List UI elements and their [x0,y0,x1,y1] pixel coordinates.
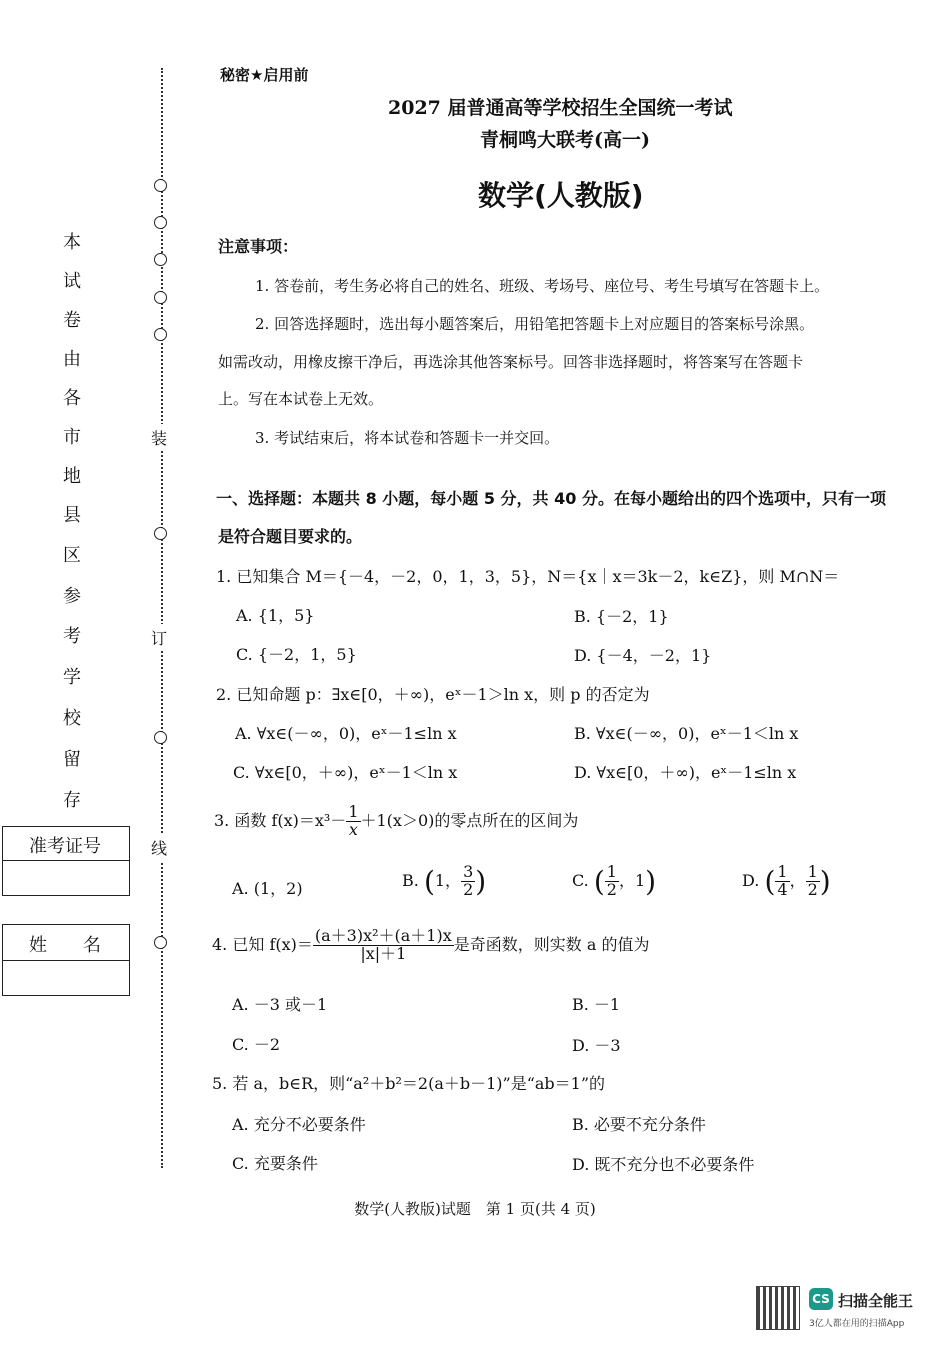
q5-option-d: D. 既不充分也不必要条件 [572,1155,755,1174]
binding-hole [154,731,167,744]
q3-d-label: D. [742,870,760,890]
q3-frac-den: x [348,819,358,839]
q3-c-num: 1 [606,862,617,881]
vertical-char: 市 [63,427,81,448]
q1-option-d: D. {－4，－2，1} [574,646,712,665]
q1-option-a: A. {1，5} [236,606,315,625]
q4-option-c: C. －2 [232,1035,281,1054]
binding-dotted-line [161,68,163,1168]
page-footer: 数学(人教版)试题 第 1 页(共 4 页) [354,1200,596,1218]
vertical-char: 学 [63,667,81,688]
name-label: 姓 名 [29,935,101,956]
vertical-char: 试 [63,271,81,292]
q2-option-a: A. ∀x∈(－∞，0)，eˣ－1≤ln x [235,724,457,743]
bind-word-zhuang: 装 [151,424,167,451]
confidential-mark: 秘密★启用前 [220,66,309,84]
vertical-char: 考 [63,626,81,647]
divider [2,860,130,861]
q3-b-left: 1， [434,870,462,890]
qr-code-icon [756,1286,800,1330]
vertical-char: 本 [63,232,81,253]
q5-stem: 5. 若 a，b∈R，则“a²＋b²＝2(a＋b－1)”是“ab＝1”的 [212,1074,606,1093]
q5-option-b: B. 必要不充分条件 [572,1115,706,1134]
q2-option-d: D. ∀x∈[0，＋∞)，eˣ－1≤ln x [574,763,797,782]
q3-stem-post: ＋1(x＞0)的零点所在的区间为 [360,810,579,830]
q3-c-right: ，1 [618,870,646,890]
q3-stem [214,804,578,839]
bind-word-ding: 订 [151,624,167,651]
q3-option-b: B. (1， $\frac{3}{2}$ ) [402,862,487,899]
q3-frac-num: 1 [348,802,359,821]
scanner-brand: 扫描全能王 [838,1292,914,1310]
exam-title: 2027 届普通高等学校招生全国统一考试 [388,97,733,119]
vertical-char: 存 [63,790,81,811]
notice-item-2-cont: 如需改动，用橡皮擦干净后，再选涂其他答案标号。回答非选择题时，将答案写在答题卡 [218,353,804,371]
section-heading: 一、选择题：本题共 8 小题，每小题 5 分，共 40 分。在每小题给出的四个选项中，只有一项 [216,489,886,508]
binding-hole [154,527,167,540]
q3-option-c: C. ( $\frac{1}{2}$ ，1) [572,862,657,899]
vertical-char: 校 [63,708,81,729]
q4-stem-post: 是奇函数，则实数 a 的值为 [453,934,650,954]
q1-option-b: B. {－2，1} [574,607,669,626]
q3-d-den1: 4 [777,879,788,899]
vertical-char: 各 [63,388,81,409]
binding-hole [154,328,167,341]
exam-number-label: 准考证号 [29,836,101,857]
q3-d-den2: 2 [807,879,818,899]
q4-option-b: B. －1 [572,995,621,1014]
q3-b-num: 3 [463,862,474,881]
vertical-char: 由 [63,349,81,370]
divider [2,960,130,961]
section-heading-cont: 是符合题目要求的。 [218,527,363,546]
q3-b-label: B. [402,870,419,890]
q4-frac-den: |x|＋1 [360,943,407,963]
exam-subtitle: 青桐鸣大联考(高一) [480,129,650,151]
binding-hole [154,179,167,192]
vertical-char: 区 [63,545,81,566]
q2-option-c: C. ∀x∈[0，＋∞)，eˣ－1＜ln x [233,763,458,782]
q3-d-num2: 1 [807,862,818,881]
scanner-tagline: 3亿人都在用的扫描App [809,1319,905,1329]
camscanner-logo-icon: CS [809,1288,833,1310]
bind-word-xian: 线 [151,834,167,861]
notice-item-3: 3. 考试结束后，将本试卷和答题卡一并交回。 [255,429,560,447]
q3-fraction [346,804,360,839]
q3-b-den: 2 [463,879,474,899]
q4-option-a: A. －3 或－1 [232,995,328,1014]
q5-option-c: C. 充要条件 [232,1154,318,1173]
q5-option-a: A. 充分不必要条件 [232,1115,366,1134]
notice-item-2-end: 上。写在本试卷上无效。 [218,390,384,408]
q3-c-den: 2 [606,879,617,899]
q2-stem: 2. 已知命题 p：∃x∈[0，＋∞)，eˣ－1＞ln x，则 p 的否定为 [216,685,650,704]
notice-item-1: 1. 答卷前，考生务必将自己的姓名、班级、考场号、座位号、考生号填写在答题卡上。 [255,277,830,295]
q4-option-d: D. －3 [572,1036,621,1055]
q3-d-num1: 1 [777,862,788,881]
q3-option-a: A. (1，2) [232,879,303,898]
q4-frac-num: (a＋3)x²＋(a＋1)x [314,926,452,945]
q3-option-d: D. ( $\frac{1}{4}$ ， $\frac{1}{2}$ ) [742,862,831,899]
q4-stem [212,928,649,963]
binding-hole [154,253,167,266]
subject-title: 数学(人教版) [478,179,644,212]
binding-hole [154,936,167,949]
binding-hole [154,291,167,304]
q4-fraction [313,928,454,963]
q1-option-c: C. {－2，1，5} [236,645,357,664]
vertical-char: 卷 [63,310,81,331]
vertical-char: 留 [63,749,81,770]
vertical-char: 县 [63,505,81,526]
q1-stem: 1. 已知集合 M＝{－4，－2，0，1，3，5}，N＝{x｜x＝3k－2，k∈Z}，则 M∩N＝ [216,567,840,586]
q2-option-b: B. ∀x∈(－∞，0)，eˣ－1＜ln x [574,724,799,743]
q3-c-label: C. [572,870,589,890]
vertical-char: 参 [63,586,81,607]
binding-hole [154,216,167,229]
vertical-char: 地 [63,466,81,487]
notice-item-2: 2. 回答选择题时，选出每小题答案后，用铅笔把答题卡上对应题目的答案标号涂黑。 [255,315,815,333]
q3-stem-pre: 3. 函数 f(x)＝x³－ [214,810,347,830]
q4-stem-pre: 4. 已知 f(x)＝ [212,934,313,954]
notice-title: 注意事项： [218,237,299,256]
